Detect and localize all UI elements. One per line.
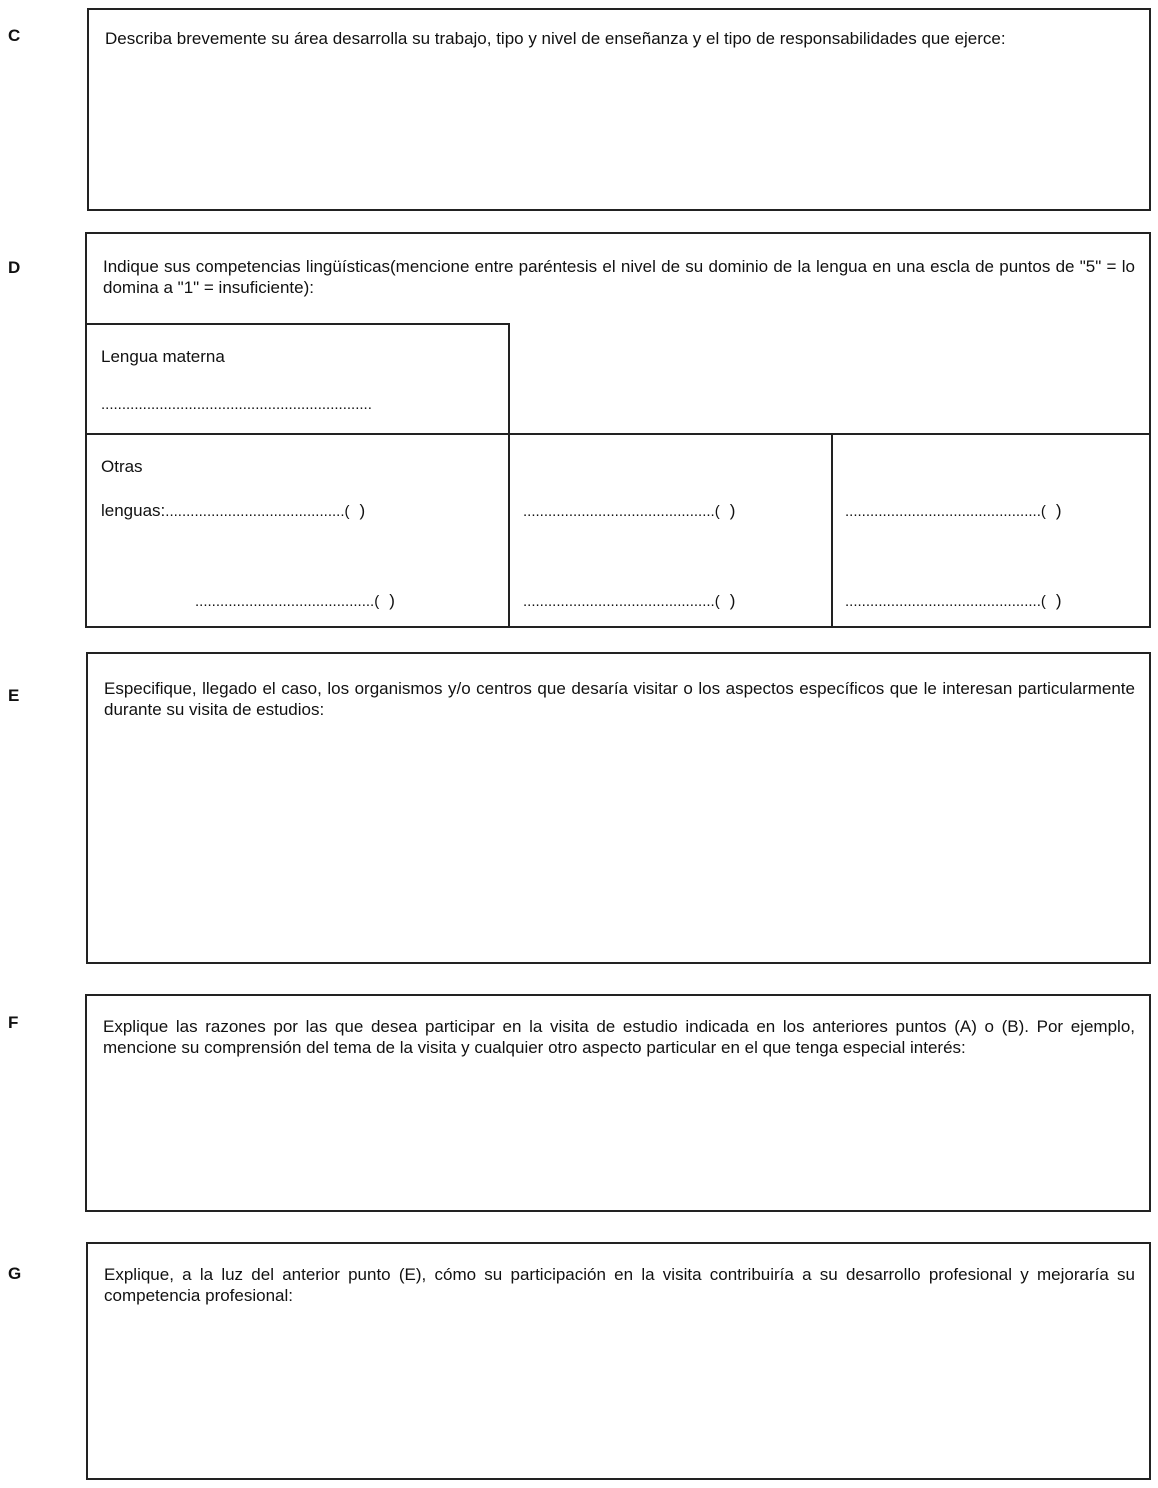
section-label-f: F [8, 1013, 19, 1032]
paren-close: ) [729, 501, 736, 520]
section-d-prompt: Indique sus competencias lingüísticas(mencione entre paréntesis el nivel de su dominio de la lengua en una escla de puntos de "5" = lo domina a "1" = insuficiente): [103, 257, 1135, 297]
other-language-4-dots: ..............................................( [523, 593, 720, 610]
other-language-field-3[interactable] [523, 500, 735, 522]
paren-close: ) [1055, 501, 1062, 520]
section-label-e: E [8, 686, 20, 705]
other-languages-prefix: lenguas: [101, 501, 166, 520]
col-divider-line [831, 433, 833, 628]
paren-close: ) [729, 591, 736, 610]
other-language-2-dots: ...........................................( [195, 593, 380, 610]
section-e-prompt: Especifique, llegado el caso, los organismos y/o centros que desaría visitar o los aspectos específicos que le interesan particularmente durante su visita de estudios: [104, 679, 1135, 719]
other-language-field-6[interactable] [845, 590, 1062, 612]
section-g-box[interactable] [86, 1242, 1151, 1480]
section-d-box [85, 232, 1151, 628]
mother-tongue-right-line [508, 323, 510, 628]
section-f-prompt: Explique las razones por las que desea participar en la visita de estudio indicada en los anteriores puntos (A) o (B). Por ejemplo, mencione su comprensión del tema de la visita y cualquier otro aspecto particular en el que tenga especial interés: [103, 1017, 1135, 1057]
section-label-d: D [8, 258, 21, 277]
paren-close: ) [389, 591, 395, 610]
other-language-field-1[interactable] [101, 500, 365, 522]
other-language-5-dots: ...............................................( [845, 503, 1046, 520]
other-language-1-dots: ...........................................( [165, 503, 350, 520]
paren-close: ) [359, 501, 366, 520]
section-g-prompt: Explique, a la luz del anterior punto (E), cómo su participación en la visita contribuiría a su desarrollo profesional y mejoraría su competencia profesional: [104, 1265, 1135, 1305]
section-c-box[interactable] [87, 8, 1151, 211]
section-f-box[interactable] [85, 994, 1151, 1212]
other-language-field-4[interactable] [523, 590, 735, 612]
other-language-3-dots: ..............................................( [523, 503, 720, 520]
mother-tongue-field[interactable]: ................................................................. [101, 396, 372, 413]
other-language-6-dots: ...............................................( [845, 593, 1046, 610]
other-languages-top-line [87, 433, 1151, 435]
section-label-g: G [8, 1264, 22, 1283]
other-language-field-2[interactable] [195, 590, 395, 612]
other-language-field-5[interactable] [845, 500, 1062, 522]
section-label-c: C [8, 26, 21, 45]
other-languages-label: Otras [101, 457, 143, 476]
section-c-prompt: Describa brevemente su área desarrolla su trabajo, tipo y nivel de enseñanza y el tipo de responsabilidades que ejerce: [105, 29, 1006, 48]
mother-tongue-top-line [87, 323, 510, 325]
section-e-box[interactable] [86, 652, 1151, 964]
paren-close: ) [1055, 591, 1062, 610]
mother-tongue-label: Lengua materna [101, 347, 225, 366]
